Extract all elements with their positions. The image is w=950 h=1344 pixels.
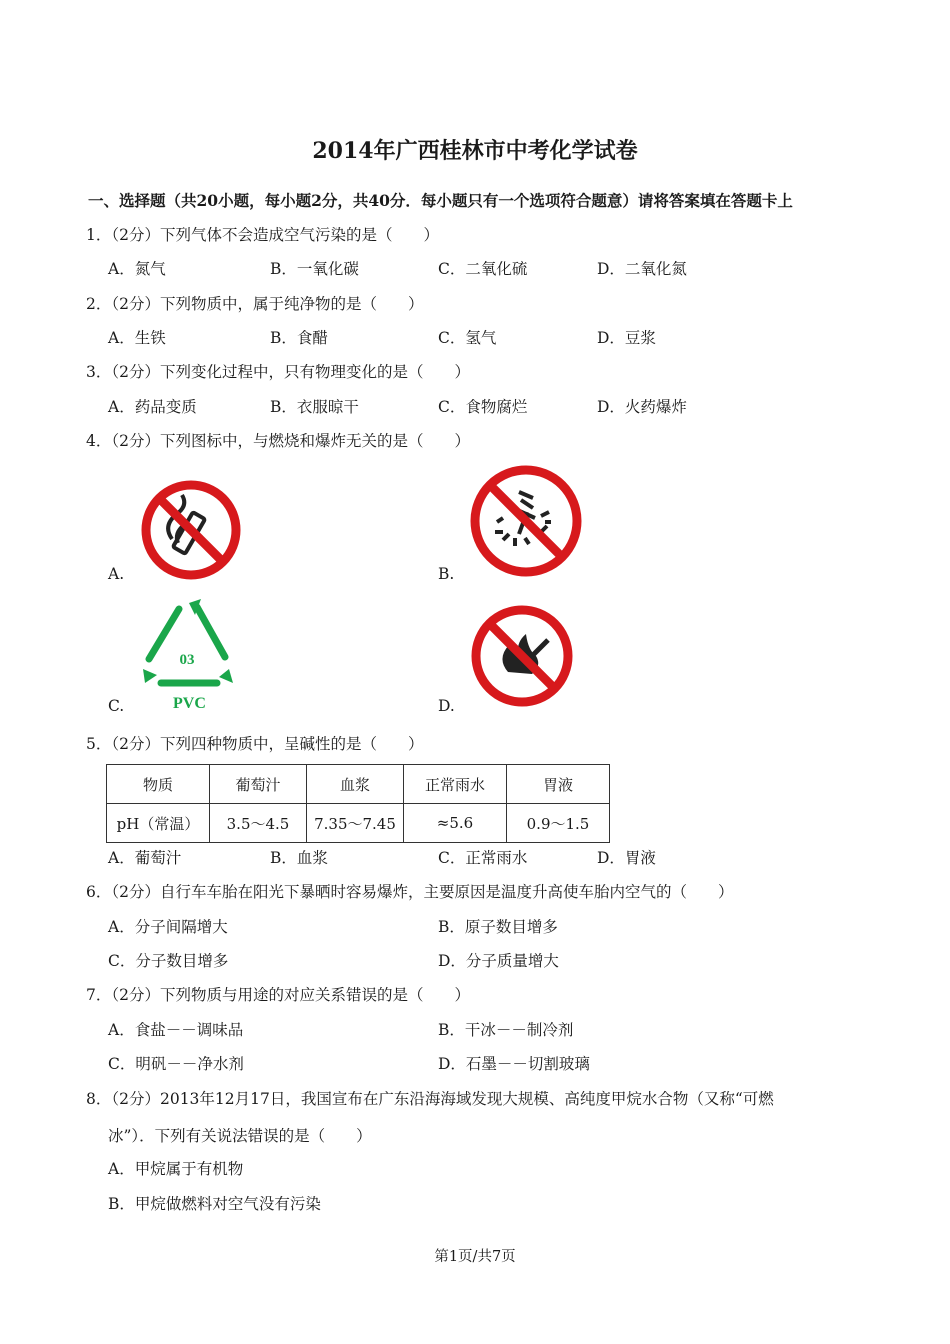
- table-header-cell: 物质: [107, 765, 210, 804]
- q5-option-b: B．血浆: [270, 849, 328, 867]
- question-7-stem: 7．（2分）下列物质与用途的对应关系错误的是（ ）: [86, 986, 470, 1004]
- question-5-stem: 5．（2分）下列四种物质中，呈碱性的是（ ）: [86, 735, 424, 753]
- q2-option-d: D．豆浆: [597, 329, 656, 347]
- pvc-label: PVC: [173, 695, 206, 712]
- q4-option-d-label: D.: [438, 697, 455, 715]
- q6-option-d: D．分子质量增大: [438, 952, 559, 970]
- q7-option-a: A．食盐－－调味品: [108, 1021, 244, 1039]
- q3-option-a: A．药品变质: [108, 398, 197, 416]
- question-6-stem: 6．（2分）自行车车胎在阳光下暴晒时容易爆炸，主要原因是温度升高使车胎内空气的（ ）: [86, 883, 734, 901]
- q4-option-b-label: B.: [438, 565, 455, 583]
- ph-table: [106, 764, 610, 843]
- q3-option-b: B．衣服晾干: [270, 398, 359, 416]
- q1-option-a: A．氮气: [108, 260, 166, 278]
- no-smoking-sign-icon: [138, 477, 244, 583]
- q5-option-d: D．胃液: [597, 849, 656, 867]
- q3-option-d: D．火药爆炸: [597, 398, 687, 416]
- question-8-stem-line1: 8．（2分）2013年12月17日，我国宣布在广东沿海海域发现大规模、高纯度甲烷水合物（又称“可燃: [86, 1090, 774, 1108]
- table-header-cell: 葡萄汁: [210, 765, 307, 804]
- section-heading: 一、选择题（共20小题，每小题2分，共40分．每小题只有一个选项符合题意）请将答案填在答题卡上: [88, 191, 793, 210]
- table-header-cell: 胃液: [507, 765, 610, 804]
- q3-option-c: C．食物腐烂: [438, 398, 528, 416]
- q2-option-c: C．氢气: [438, 329, 497, 347]
- q5-option-a: A．葡萄汁: [108, 849, 182, 867]
- table-cell: ≈5.6: [404, 804, 507, 843]
- no-fireworks-sign-icon: [467, 462, 585, 580]
- question-1-stem: 1．（2分）下列气体不会造成空气污染的是（ ）: [86, 226, 439, 244]
- q5-option-c: C．正常雨水: [438, 849, 528, 867]
- question-8-stem-line2: 冰”）．下列有关说法错误的是（ ）: [108, 1127, 372, 1145]
- q6-option-a: A．分子间隔增大: [108, 918, 228, 936]
- q1-option-d: D．二氧化氮: [597, 260, 687, 278]
- table-cell: pH（常温）: [107, 804, 210, 843]
- table-row: [107, 804, 610, 843]
- question-2-stem: 2．（2分）下列物质中，属于纯净物的是（ ）: [86, 295, 424, 313]
- table-cell: 7.35～7.45: [307, 804, 404, 843]
- q4-option-c-label: C.: [108, 697, 125, 715]
- q8-option-b: B．甲烷做燃料对空气没有污染: [108, 1195, 321, 1213]
- q6-option-b: B．原子数目增多: [438, 918, 558, 936]
- pvc-code-text: 03: [179, 652, 195, 668]
- table-header-cell: 正常雨水: [404, 765, 507, 804]
- q7-option-d: D．石墨－－切割玻璃: [438, 1055, 590, 1073]
- q2-option-b: B．食醋: [270, 329, 328, 347]
- q7-option-b: B．干冰－－制冷剂: [438, 1021, 574, 1039]
- table-cell: 0.9～1.5: [507, 804, 610, 843]
- recycling-triangle-icon: [135, 597, 243, 691]
- q1-option-c: C．二氧化硫: [438, 260, 528, 278]
- table-row: [107, 765, 610, 804]
- q7-option-c: C．明矾－－净水剂: [108, 1055, 244, 1073]
- q4-option-a-label: A.: [108, 565, 125, 583]
- table-cell: 3.5～4.5: [210, 804, 307, 843]
- q6-option-c: C．分子数目增多: [108, 952, 229, 970]
- table-header-cell: 血浆: [307, 765, 404, 804]
- page-footer: 第1页/共7页: [434, 1249, 516, 1265]
- question-3-stem: 3．（2分）下列变化过程中，只有物理变化的是（ ）: [86, 363, 470, 381]
- q8-option-a: A．甲烷属于有机物: [108, 1160, 244, 1178]
- q1-option-b: B．一氧化碳: [270, 260, 359, 278]
- question-4-stem: 4．（2分）下列图标中，与燃烧和爆炸无关的是（ ）: [86, 432, 470, 450]
- no-open-flame-sign-icon: [468, 602, 576, 710]
- q2-option-a: A．生铁: [108, 329, 166, 347]
- page-title: 2014年广西桂林市中考化学试卷: [312, 138, 638, 164]
